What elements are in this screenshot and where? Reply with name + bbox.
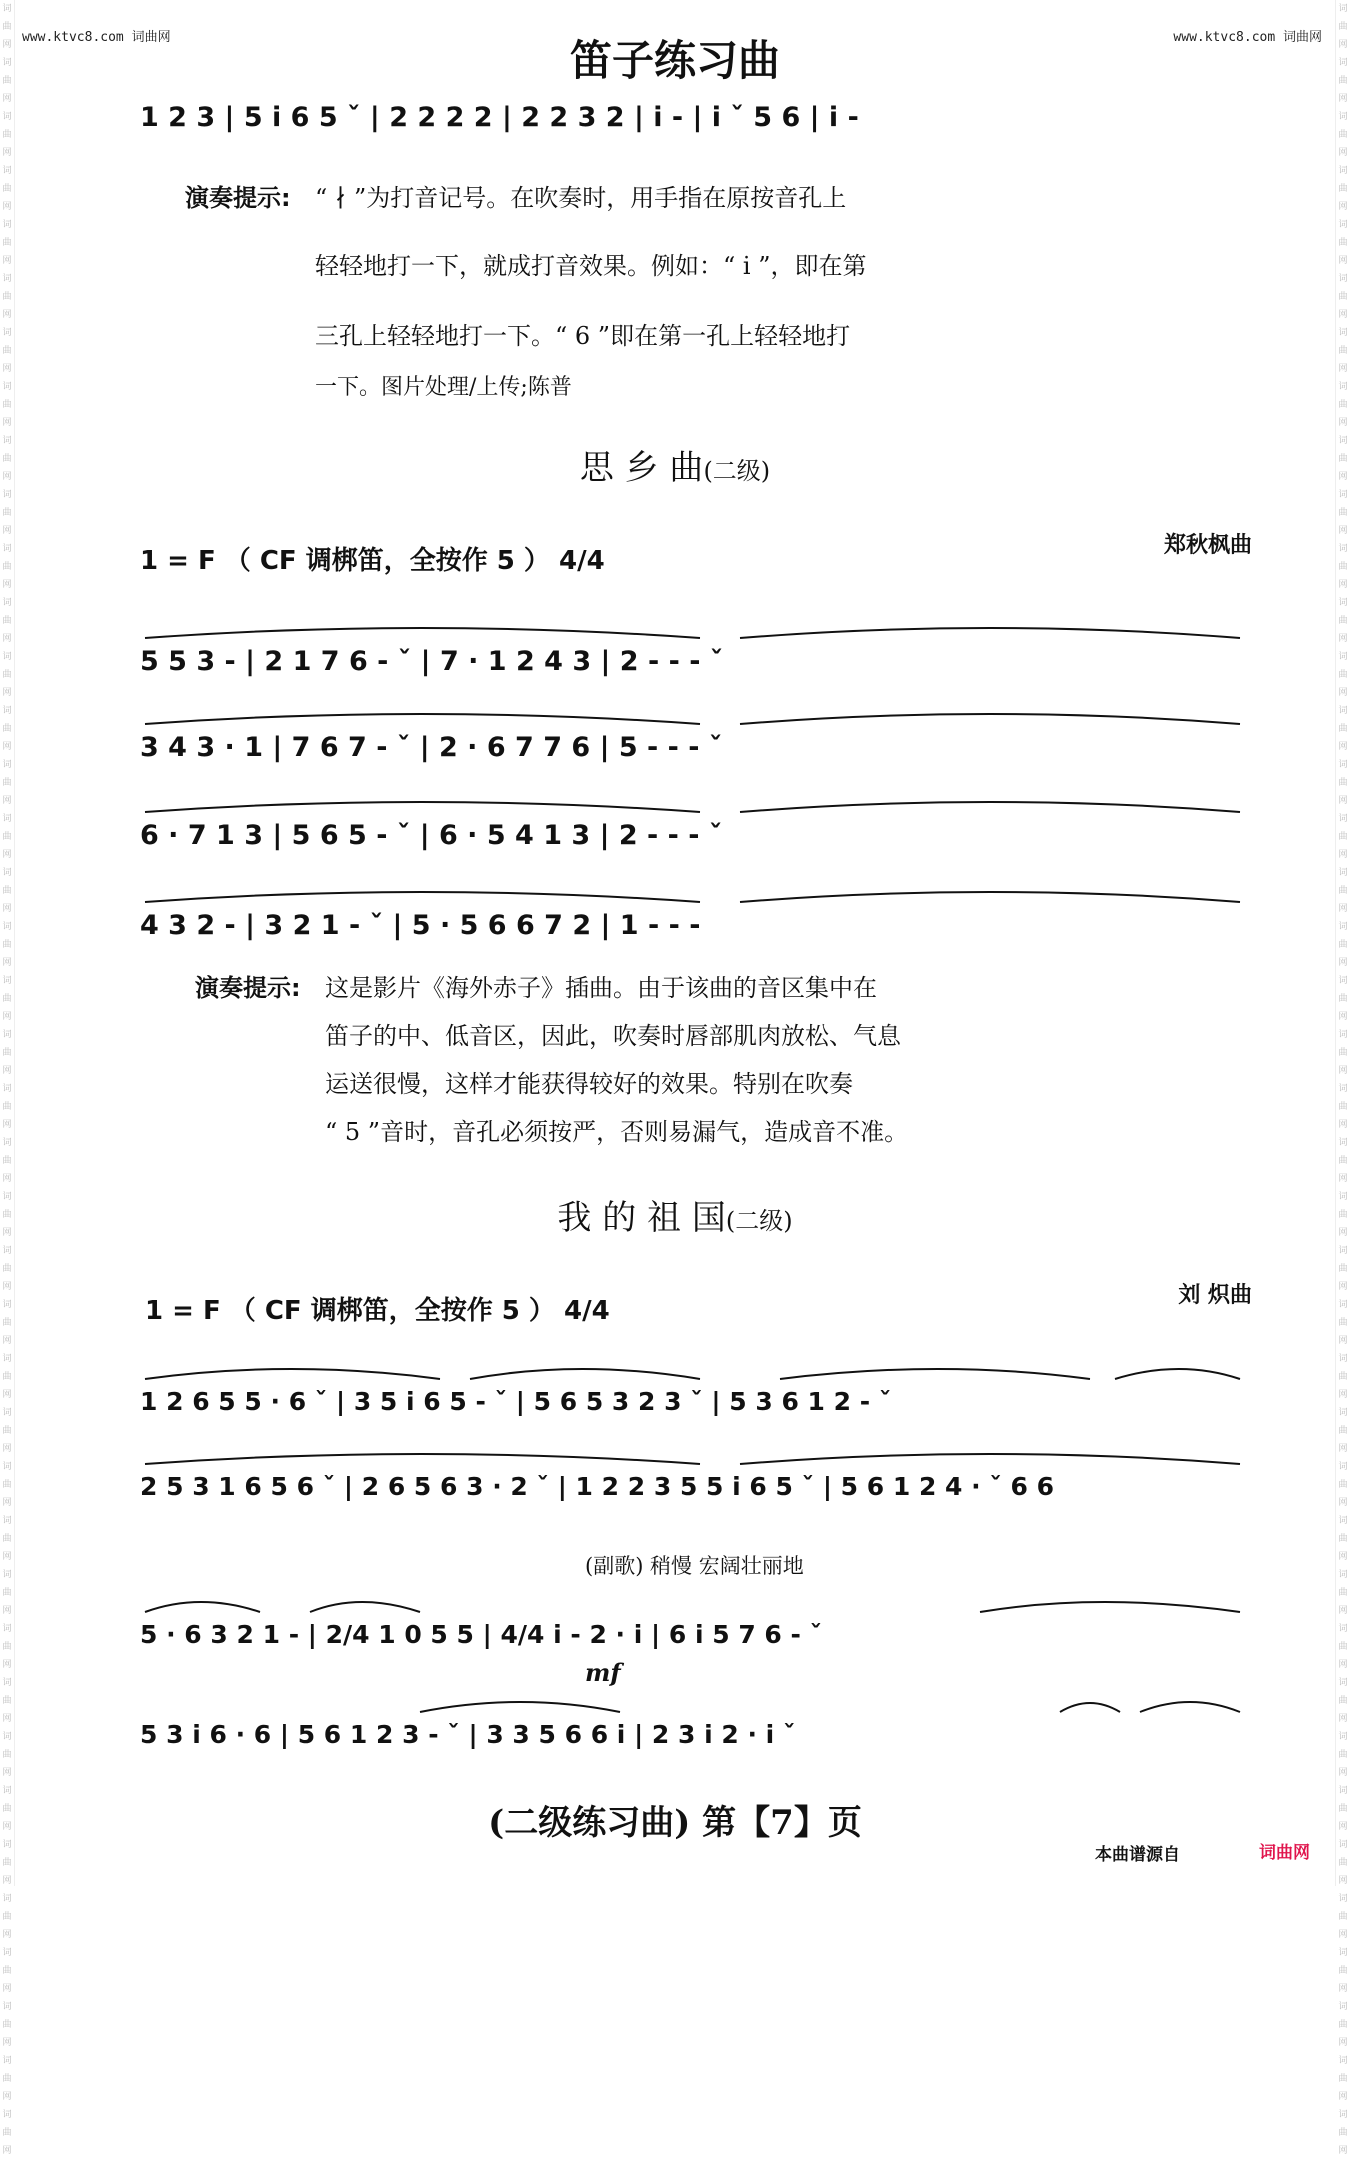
slur-arc (140, 704, 1260, 728)
slur-arc (140, 1444, 1260, 1468)
song1-tip-line-4: “ 5 ”音时，音孔必须按严，否则易漏气，造成音不准。 (325, 1118, 909, 1146)
song1-line-3 (140, 808, 1260, 858)
exercise-staff (140, 90, 1240, 140)
top-left-watermark: www.ktvc8.com 词曲网 (22, 30, 171, 45)
song1-line-4 (140, 898, 1260, 948)
footer-brand-link[interactable]: 词曲网 (1259, 1843, 1310, 1863)
song2-line-3 (140, 1608, 1260, 1658)
song2-level: (二级) (725, 1207, 793, 1235)
notation-row: 6 · 7 1 3 | 5 6 5 - ˇ | 6 · 5 4 1 3 | 2 - - - ˇ (140, 820, 723, 851)
slur-arc (140, 1592, 1260, 1616)
exercise-tip-label: 演奏提示: (185, 184, 291, 212)
slur-arc (140, 1359, 1260, 1383)
left-edge-watermark: 词曲网 词曲网 词曲网 词曲网 词曲网 词曲网 词曲网 词曲网 词曲网 词曲网 词曲网 词曲网 词曲网 词曲网 词曲网 词曲网 词曲网 词曲网 词曲网 词曲网 词曲网 词曲网 词曲网 词曲网 词曲网 词曲网 词曲网 词曲网 词曲网 词曲网 词曲网 词曲网 词曲网 词曲网 词曲网 词曲网 词曲网 词曲网 词曲网 词曲网 (0, 0, 15, 1886)
notation-row: 5 5 3 - | 2 1 7 6 - ˇ | 7 · 1 2 4 3 | 2 - - - ˇ (140, 646, 724, 677)
song2-title-text: 我 的 祖 国 (557, 1198, 726, 1238)
footer-source-label: 本曲谱源自 (1095, 1845, 1180, 1865)
song2-line-1 (140, 1375, 1260, 1425)
song1-line-1 (140, 634, 1260, 684)
song2-title (0, 1190, 1350, 1239)
right-edge-watermark: 词曲网 词曲网 词曲网 词曲网 词曲网 词曲网 词曲网 词曲网 词曲网 词曲网 词曲网 词曲网 词曲网 词曲网 词曲网 词曲网 词曲网 词曲网 词曲网 词曲网 词曲网 词曲网 词曲网 词曲网 词曲网 词曲网 词曲网 词曲网 词曲网 词曲网 词曲网 词曲网 词曲网 词曲网 词曲网 词曲网 词曲网 词曲网 词曲网 词曲网 (1335, 0, 1350, 1886)
exercise-notation: 1 2 3 | 5 i 6 5 ˇ | 2 2 2 2 | 2 2 3 2 | i - | i ˇ 5 6 | i - (140, 102, 859, 133)
notation-row: 3 4 3 · 1 | 7 6 7 - ˇ | 2 · 6 7 7 6 | 5 - - - ˇ (140, 732, 723, 763)
exercise-tip-line-4: 一下。图片处理/上传;陈普 (315, 375, 572, 400)
song2-line-4 (140, 1708, 1260, 1758)
song1-tip-line-3: 运送很慢，这样才能获得较好的效果。特别在吹奏 (325, 1070, 853, 1098)
slur-arc (140, 882, 1260, 906)
notation-row: 1 2 6 5 5 · 6 ˇ | 3 5 i 6 5 - ˇ | 5 6 5 3 2 3 ˇ | 5 3 6 1 2 - ˇ (140, 1387, 892, 1416)
song1-tip-label: 演奏提示: (195, 974, 301, 1002)
song2-dynamic-mf: mf (585, 1658, 621, 1687)
notation-row: 2 5 3 1 6 5 6 ˇ | 2 6 5 6 3 · 2 ˇ | 1 2 2 3 5 5 i 6 5 ˇ | 5 6 1 2 4 · ˇ 6 6 (140, 1472, 1055, 1501)
song2-line-2 (140, 1460, 1260, 1510)
page-number: (二级练习曲) 第【7】页 (488, 1803, 862, 1843)
notation-row: 4 3 2 - | 3 2 1 - ˇ | 5 · 5 6 6 7 2 | 1 - - - (140, 910, 701, 941)
slur-arc (140, 792, 1260, 816)
song1-composer: 郑秋枫曲 (1163, 533, 1252, 558)
slur-arc (140, 1692, 1260, 1716)
song1-tip-line-2: 笛子的中、低音区，因此，吹奏时唇部肌肉放松、气息 (325, 1022, 901, 1050)
notation-row: 5 3 i 6 · 6 | 5 6 1 2 3 - ˇ | 3 3 5 6 6 i | 2 3 i 2 · i ˇ (140, 1720, 796, 1749)
slur-arc (140, 618, 1260, 642)
top-right-watermark: www.ktvc8.com 词曲网 (1173, 30, 1322, 45)
song2-section-mark: (副歌) 稍慢 宏阔壮丽地 (585, 1554, 804, 1578)
song1-level: (二级) (703, 457, 771, 485)
notation-row: 5 · 6 3 2 1 - | 2/4 1 0 5 5 | 4/4 i - 2 · i | 6 i 5 7 6 - ˇ (140, 1620, 823, 1649)
song2-key-signature: 1 = F （ CF 调梆笛，全按作 5 ） 4/4 (145, 1296, 610, 1326)
song1-title-text: 思 乡 曲 (579, 448, 704, 488)
song2-composer: 刘 炽曲 (1178, 1283, 1252, 1308)
song1-key-signature: 1 = F （ CF 调梆笛，全按作 5 ） 4/4 (140, 546, 605, 576)
exercise-title: 笛子练习曲 (569, 36, 780, 85)
song1-tip-line-1: 这是影片《海外赤子》插曲。由于该曲的音区集中在 (325, 974, 877, 1002)
exercise-tip-line-3: 三孔上轻轻地打一下。“ 6 ”即在第一孔上轻轻地打 (315, 322, 851, 350)
song1-title (0, 440, 1350, 489)
exercise-tip-line-2: 轻轻地打一下，就成打音效果。例如：“ i ”，即在第 (315, 252, 867, 280)
exercise-tip-line-1: “ ∤ ”为打音记号。在吹奏时，用手指在原按音孔上 (315, 184, 847, 212)
song1-line-2 (140, 720, 1260, 770)
